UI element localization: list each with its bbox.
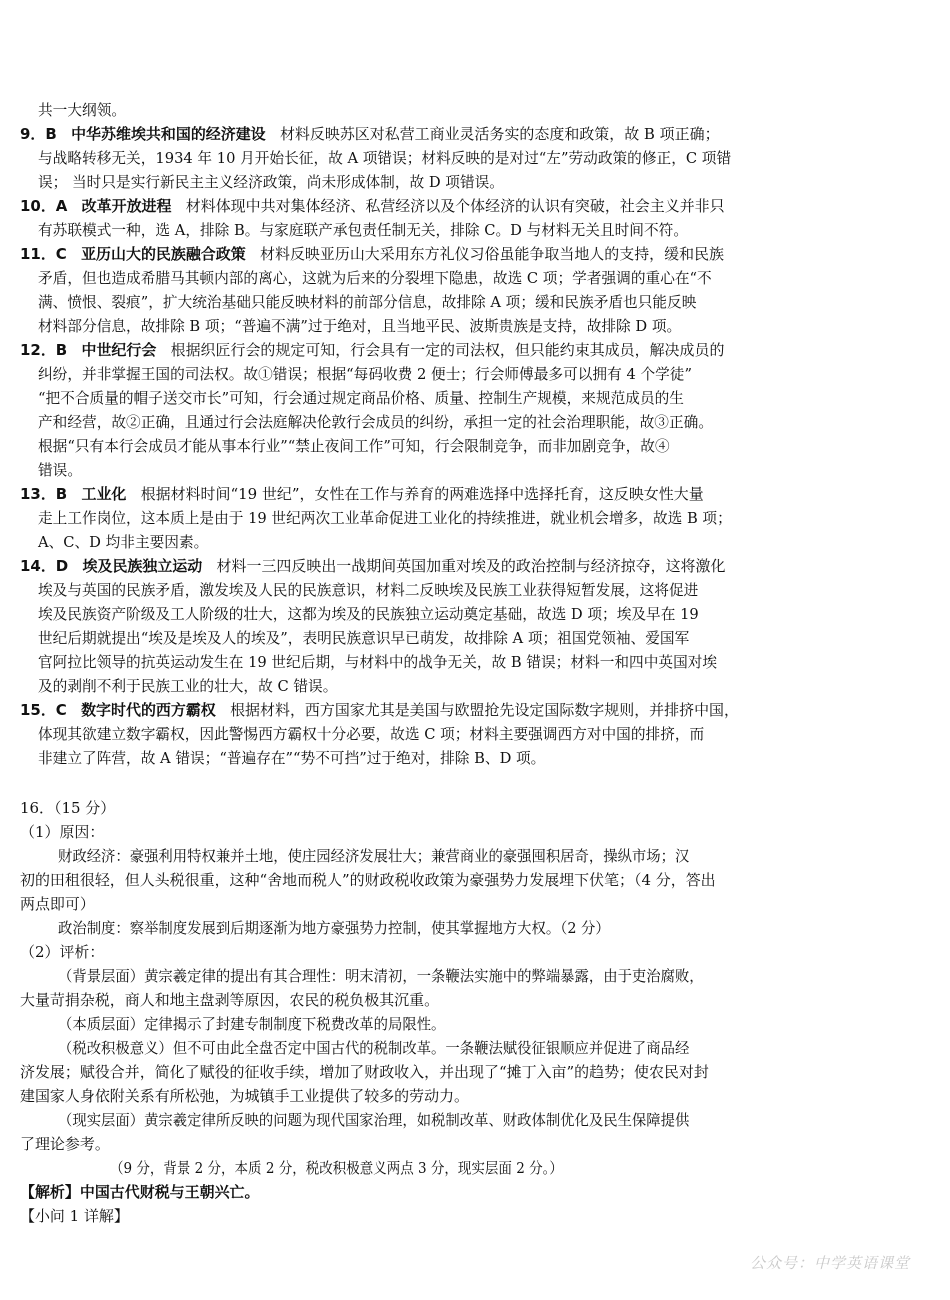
question-16-heading: 16．（15 分） (20, 799, 116, 817)
detail-heading: 【小问 1 详解】 (20, 1207, 129, 1225)
text-line: 济发展；赋役合并，简化了赋役的征收手续，增加了财政收入，并出现了“摊丁入亩”的趋势；使农民对封 (20, 1063, 709, 1081)
text-line: 政治制度：察举制度发展到后期逐渐为地方豪强势力控制，使其掌握地方大权。（2 分） (58, 919, 610, 937)
answer-text: 材料一三四反映出一战期间英国加重对埃及的政治控制与经济掠夺，这将激化 (216, 557, 726, 575)
answer-text: 根据织匠行会的规定可知，行会具有一定的司法权，但只能约束其成员，解决成员的 (170, 341, 725, 359)
text-line: 建国家人身依附关系有所松弛，为城镇手工业提供了较多的劳动力。 (20, 1087, 470, 1105)
answer-text: 材料反映苏区对私营工商业灵活务实的态度和政策，故 B 项正确； (279, 125, 720, 143)
text-line: 两点即可） (20, 895, 95, 913)
text-line: （税改积极意义）但不可由此全盘否定中国古代的税制改革。一条鞭法赋役征银顺应并促进了商品经 (58, 1039, 690, 1057)
text-line: 初的田租很轻，但人头税很重，这种“舍地而税人”的财政税收政策为豪强势力发展埋下伏笔；（4 分，答出 (20, 871, 716, 889)
answer-number: 9．B (20, 125, 57, 143)
answer-topic: 中华苏维埃共和国的经济建设 (71, 125, 266, 143)
answer-text: 根据材料时间“19 世纪”，女性在工作与养育的两难选择中选择托育，这反映女性大量 (140, 485, 704, 503)
answer-number: 13．B (20, 485, 68, 503)
answer-number: 10．A (20, 197, 68, 215)
answer-15 (20, 698, 938, 722)
answer-text: 材料体现中共对集体经济、私营经济以及个体经济的认识有突破，社会主义并非只 (185, 197, 725, 215)
text-line: 满、愤恨、裂痕”，扩大统治基础只能反映材料的前部分信息，故排除 A 项；缓和民族矛盾也只能反映 (38, 293, 697, 311)
text-line: 根据“只有本行会成员才能从事本行业”“禁止夜间工作”可知，行会限制竞争，而非加剧竞争，故④ (38, 437, 670, 455)
text-line: 大量苛捐杂税，商人和地主盘剥等原因，农民的税负极其沉重。 (20, 991, 440, 1009)
text-line: “把不合质量的帽子送交市长”可知，行会通过规定商品价格、质量、控制生产规模，来规范成员的生 (38, 389, 684, 407)
text-line: 官阿拉比领导的抗英运动发生在 19 世纪后期，与材料中的战争无关，故 B 错误；材料一和四中英国对埃 (38, 653, 718, 671)
answer-text: 材料反映亚历山大采用东方礼仪习俗虽能争取当地人的支持，缓和民族 (260, 245, 725, 263)
text-line: 材料部分信息，故排除 B 项；“普遍不满”过于绝对，且当地平民、波斯贵族是支持，故排除 D 项。 (38, 317, 682, 335)
answer-number: 15．C (20, 701, 67, 719)
answer-topic: 工业化 (81, 485, 127, 503)
answer-number: 12．B (20, 341, 68, 359)
answer-number: 14．D (20, 557, 69, 575)
scoring-note: （9 分，背景 2 分，本质 2 分，税改积极意义两点 3 分，现实层面 2 分。） (110, 1159, 563, 1177)
text-line: 与战略转移无关，1934 年 10 月开始长征，故 A 项错误；材料反映的是对过“左”劳动政策的修正，C 项错 (38, 149, 732, 167)
subquestion-2-heading: （2）评析： (20, 943, 105, 961)
analysis-heading: 【解析】中国古代财税与王朝兴亡。 (20, 1183, 260, 1201)
answer-10 (20, 194, 938, 218)
answer-12 (20, 338, 938, 362)
answer-topic: 埃及民族独立运动 (82, 557, 203, 575)
answer-11 (20, 242, 938, 266)
text-line: 产和经营，故②正确，且通过行会法庭解决伦敦行会成员的纠纷，承担一定的社会治理职能，故③正确。 (38, 413, 714, 431)
watermark: 公众号：中学英语课堂 (749, 1254, 910, 1272)
answer-topic: 亚历山大的民族融合政策 (81, 245, 246, 263)
text-line: 误； 当时只是实行新民主主义经济政策，尚未形成体制，故 D 项错误。 (38, 173, 504, 191)
text-line: A、C、D 均非主要因素。 (38, 533, 209, 551)
text-line: 纠纷，并非掌握王国的司法权。故①错误；根据“每码收费 2 便士；行会师傅最多可以拥有 4 个学徒” (38, 365, 692, 383)
answer-topic: 中世纪行会 (81, 341, 157, 359)
answer-text: 根据材料，西方国家尤其是美国与欧盟抢先设定国际数字规则，并排挤中国， (230, 701, 739, 719)
text-line: 及的剥削不利于民族工业的壮大，故 C 错误。 (38, 677, 338, 695)
answer-9 (20, 122, 938, 146)
text-line: 了理论参考。 (20, 1135, 110, 1153)
text-line: 矛盾，但也造成希腊马其顿内部的离心，这就为后来的分裂埋下隐患，故选 C 项；学者强调的重心在“不 (38, 269, 712, 287)
answer-topic: 改革开放进程 (81, 197, 172, 215)
text-line: 埃及民族资产阶级及工人阶级的壮大，这都为埃及的民族独立运动奠定基础，故选 D 项；埃及早在 19 (38, 605, 699, 623)
answer-13 (20, 482, 938, 506)
text-line: 体现其欲建立数字霸权，因此警惕西方霸权十分必要，故选 C 项；材料主要强调西方对中国的排挤，而 (38, 725, 705, 743)
text-line: 非建立了阵营，故 A 错误；“普遍存在”“势不可挡”过于绝对，排除 B、D 项。 (38, 749, 546, 767)
answer-14 (20, 554, 938, 578)
subquestion-1-heading: （1）原因： (20, 823, 105, 841)
text-line: （背景层面）黄宗羲定律的提出有其合理性：明末清初，一条鞭法实施中的弊端暴露，由于吏治腐败， (58, 967, 704, 985)
text-line: 世纪后期就提出“埃及是埃及人的埃及”，表明民族意识早已萌发，故排除 A 项；祖国党领袖、爱国军 (38, 629, 690, 647)
text-line: 埃及与英国的民族矛盾，激发埃及人民的民族意识，材料二反映埃及民族工业获得短暂发展，这将促进 (38, 581, 699, 599)
text-line: 共一大纲领。 (38, 101, 127, 119)
text-line: 错误。 (38, 461, 83, 479)
text-line: （现实层面）黄宗羲定律所反映的问题为现代国家治理，如税制改革、财政体制优化及民生保障提供 (58, 1111, 690, 1129)
text-line: 有苏联模式一种，选 A，排除 B。与家庭联产承包责任制无关，排除 C。D 与材料无关且时间不符。 (38, 221, 688, 239)
text-line: （本质层面）定律揭示了封建专制制度下税费改革的局限性。 (58, 1015, 446, 1033)
answer-number: 11．C (20, 245, 67, 263)
answer-topic: 数字时代的西方霸权 (81, 701, 216, 719)
text-line: 财政经济：豪强利用特权兼并土地，使庄园经济发展壮大；兼营商业的豪强囤积居奇，操纵市场；汉 (58, 847, 690, 865)
text-line: 走上工作岗位，这本质上是由于 19 世纪两次工业革命促进工业化的持续推进，就业机会增多，故选 B 项； (38, 509, 732, 527)
